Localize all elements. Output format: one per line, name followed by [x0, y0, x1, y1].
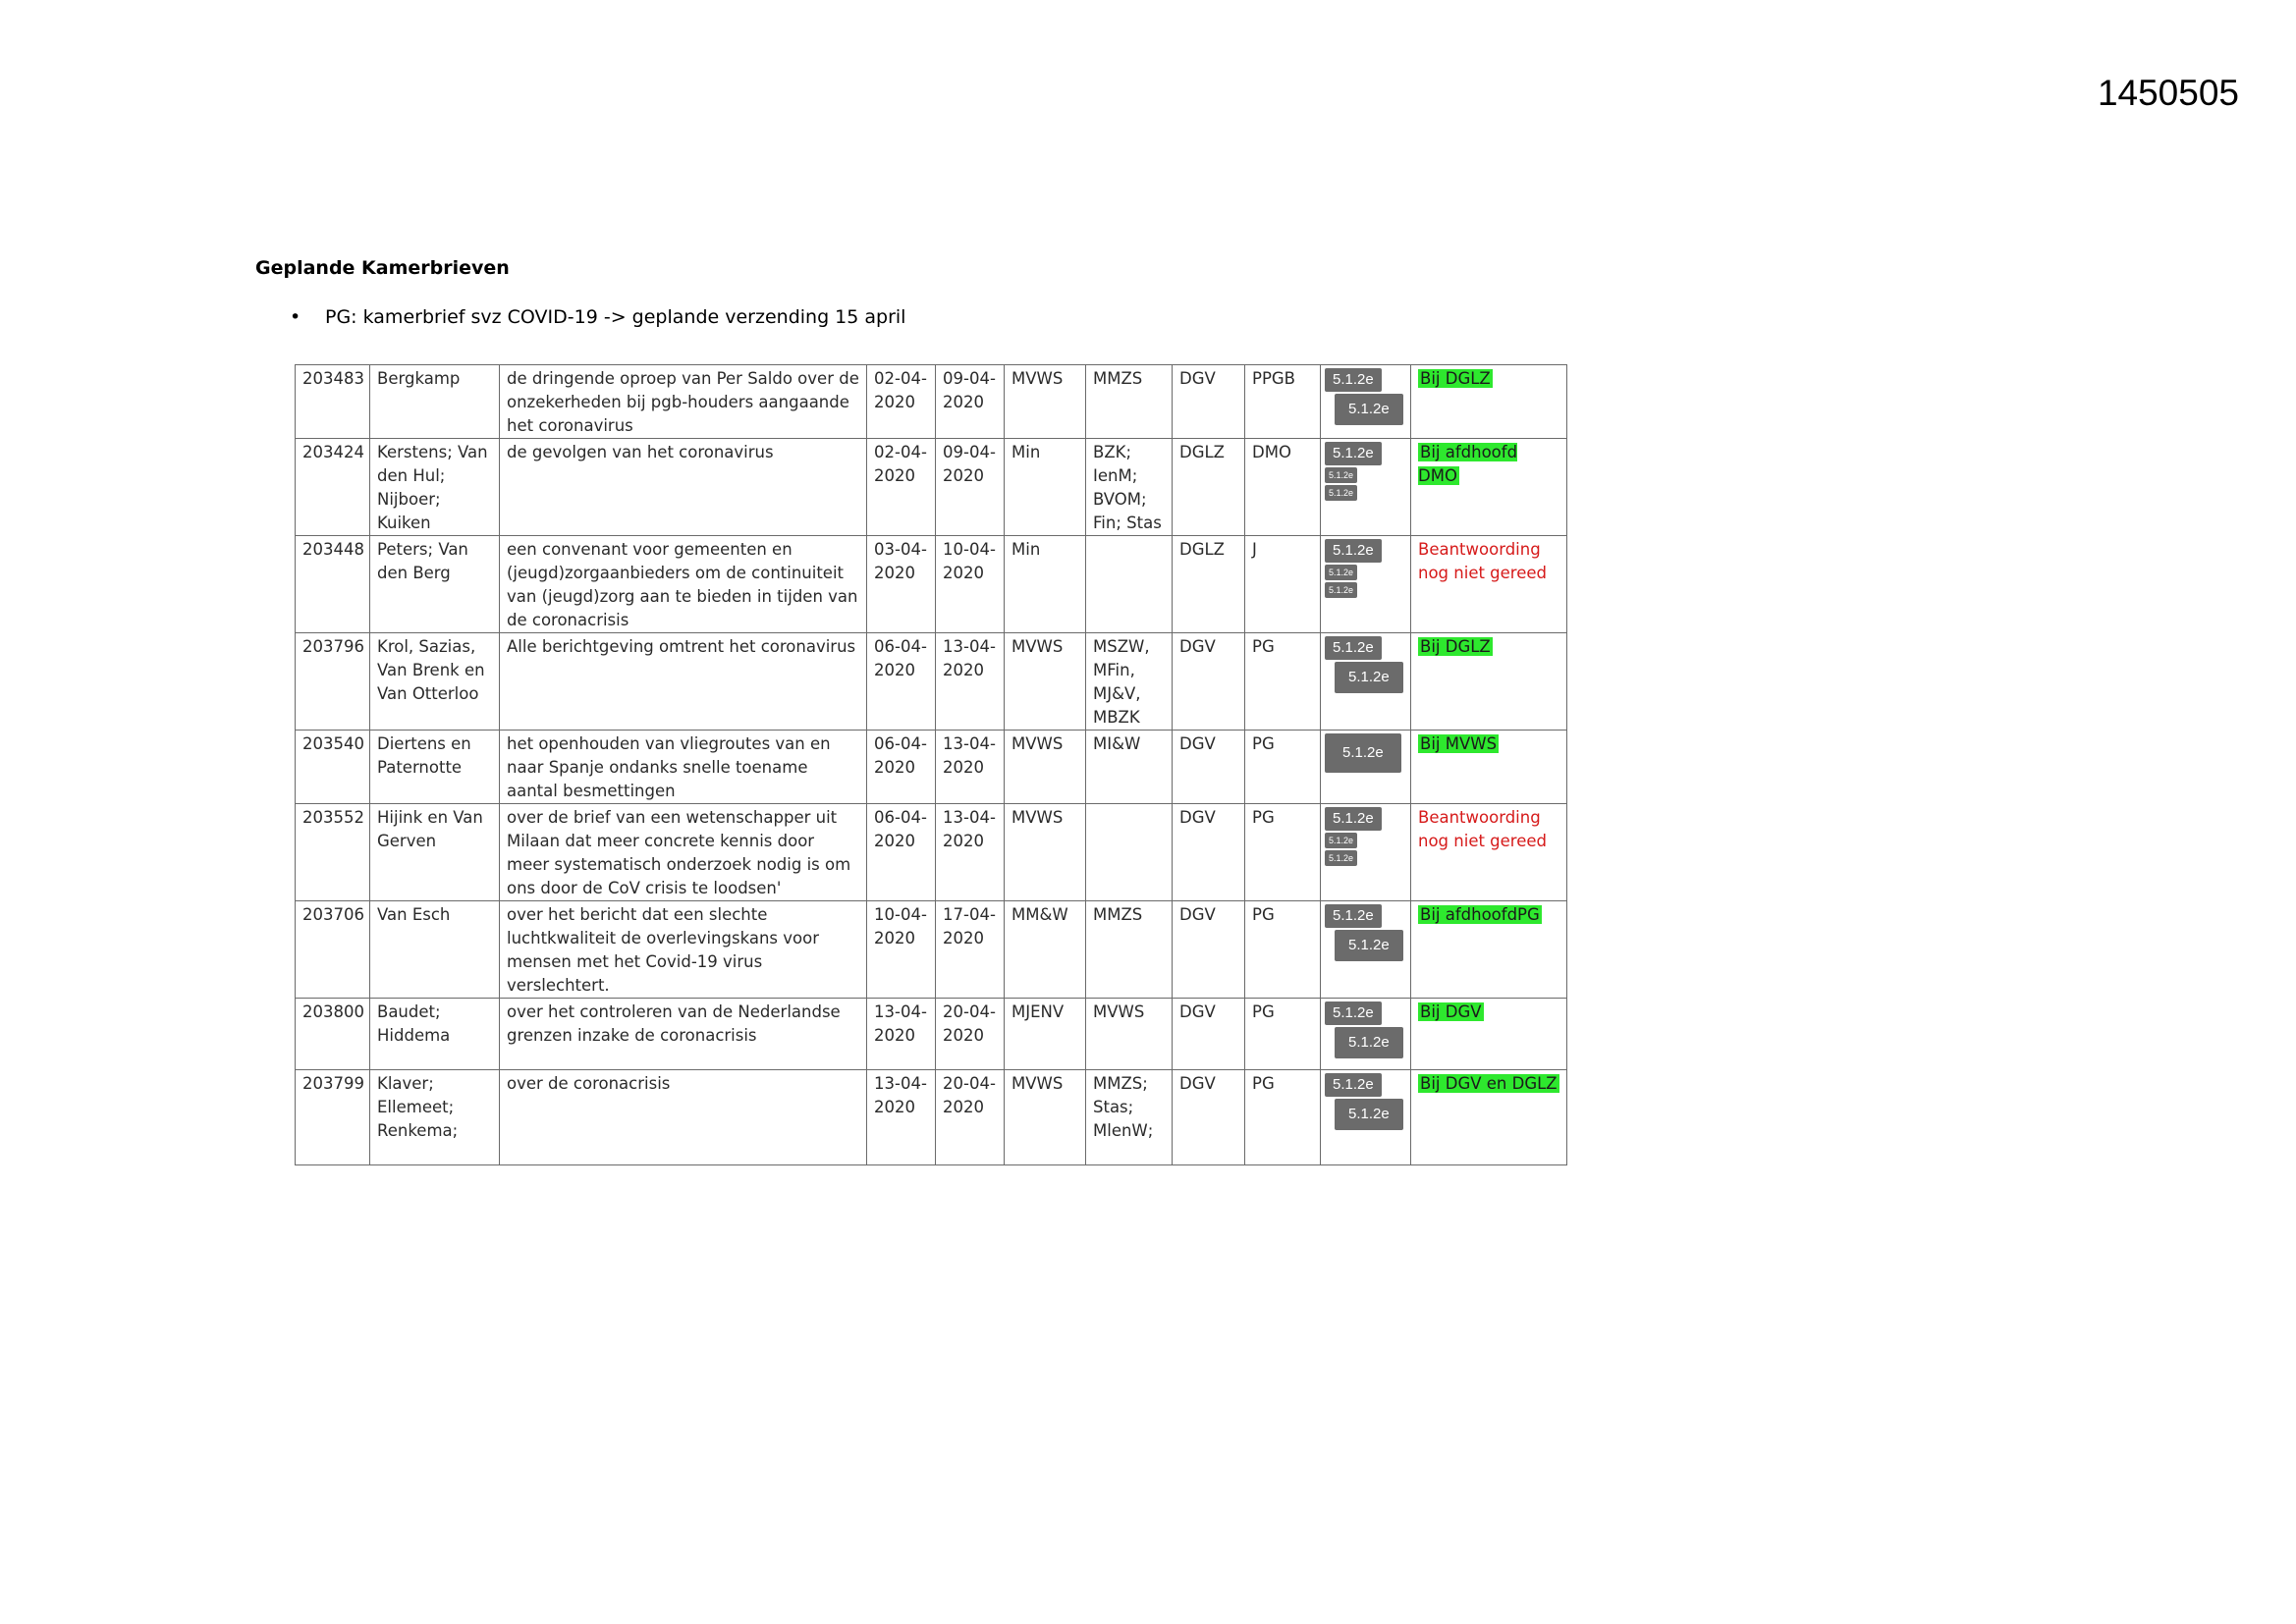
cell-dg: DGLZ — [1173, 536, 1245, 633]
status-highlight: Bij afdhoofdPG — [1420, 905, 1540, 924]
cell-ministerie: Min — [1005, 536, 1086, 633]
cell-status — [1411, 439, 1567, 536]
cell-naam: Krol, Sazias, Van Brenk en Van Otterloo — [370, 633, 500, 731]
cell-nr: 203800 — [296, 999, 370, 1070]
status-highlight: Bij MVWS — [1420, 734, 1498, 753]
status-pending: Beantwoording nog niet gereed — [1418, 540, 1548, 582]
redaction-mark: 5.1.2e — [1325, 565, 1357, 580]
table-row — [296, 731, 1567, 804]
status-highlight: Bij DGLZ — [1420, 369, 1491, 388]
table-row — [296, 536, 1567, 633]
status-highlight: Bij DGV — [1420, 1002, 1482, 1021]
table-row — [296, 1070, 1567, 1165]
cell-onderwerp: het openhouden van vliegroutes van en naar Spanje ondanks snelle toename aantal besmettingen — [500, 731, 867, 804]
cell-dg: DGV — [1173, 365, 1245, 439]
redaction-mark: 5.1.2e — [1325, 539, 1382, 563]
cell-directie: PG — [1245, 633, 1321, 731]
cell-datum-uit: 13-04-2020 — [936, 731, 1005, 804]
cell-datum-uit: 20-04-2020 — [936, 999, 1005, 1070]
cell-datum-uit: 17-04-2020 — [936, 901, 1005, 999]
cell-datum-in: 02-04-2020 — [867, 365, 936, 439]
cell-datum-uit: 13-04-2020 — [936, 633, 1005, 731]
cell-datum-in: 06-04-2020 — [867, 633, 936, 731]
cell-nr: 203552 — [296, 804, 370, 901]
table-row — [296, 901, 1567, 999]
cell-redacted — [1321, 999, 1411, 1070]
cell-medeondertekenaar: MI&W — [1086, 731, 1173, 804]
cell-ministerie: MVWS — [1005, 365, 1086, 439]
cell-status — [1411, 536, 1567, 633]
cell-status — [1411, 804, 1567, 901]
cell-medeondertekenaar — [1086, 804, 1173, 901]
cell-directie: J — [1245, 536, 1321, 633]
cell-medeondertekenaar: MMZS — [1086, 901, 1173, 999]
cell-naam: Hijink en Van Gerven — [370, 804, 500, 901]
cell-ministerie: MJENV — [1005, 999, 1086, 1070]
cell-dg: DGV — [1173, 804, 1245, 901]
cell-nr: 203424 — [296, 439, 370, 536]
cell-datum-in: 06-04-2020 — [867, 804, 936, 901]
cell-redacted — [1321, 901, 1411, 999]
status-highlight: Bij DGV en DGLZ — [1420, 1074, 1558, 1093]
table-row — [296, 804, 1567, 901]
status-highlight: Bij afdhoofd DMO — [1418, 443, 1518, 485]
cell-naam: Baudet; Hiddema — [370, 999, 500, 1070]
cell-datum-in: 02-04-2020 — [867, 439, 936, 536]
cell-redacted — [1321, 536, 1411, 633]
table-row — [296, 365, 1567, 439]
cell-dg: DGV — [1173, 633, 1245, 731]
cell-ministerie: MVWS — [1005, 731, 1086, 804]
cell-nr: 203540 — [296, 731, 370, 804]
cell-dg: DGV — [1173, 901, 1245, 999]
redaction-mark: 5.1.2e — [1335, 930, 1403, 961]
redaction-mark: 5.1.2e — [1325, 467, 1357, 483]
redaction-mark: 5.1.2e — [1325, 850, 1357, 866]
cell-redacted — [1321, 633, 1411, 731]
cell-status — [1411, 731, 1567, 804]
cell-datum-uit: 09-04-2020 — [936, 365, 1005, 439]
cell-status — [1411, 999, 1567, 1070]
cell-directie: PG — [1245, 804, 1321, 901]
table-row — [296, 633, 1567, 731]
redaction-mark: 5.1.2e — [1325, 582, 1357, 598]
cell-onderwerp: over de coronacrisis — [500, 1070, 867, 1165]
cell-dg: DGV — [1173, 731, 1245, 804]
cell-nr: 203483 — [296, 365, 370, 439]
cell-medeondertekenaar: MMZS; Stas; MlenW; — [1086, 1070, 1173, 1165]
cell-medeondertekenaar: MVWS — [1086, 999, 1173, 1070]
cell-status — [1411, 901, 1567, 999]
cell-redacted — [1321, 365, 1411, 439]
cell-datum-in: 13-04-2020 — [867, 1070, 936, 1165]
kamerbrieven-table — [295, 364, 1567, 1165]
cell-status — [1411, 365, 1567, 439]
cell-redacted — [1321, 804, 1411, 901]
redaction-mark: 5.1.2e — [1335, 1099, 1403, 1130]
redaction-mark: 5.1.2e — [1325, 636, 1382, 660]
cell-datum-uit: 09-04-2020 — [936, 439, 1005, 536]
cell-onderwerp: over de brief van een wetenschapper uit Milaan dat meer concrete kennis door meer systematisch onderzoek nodig is om ons door de CoV crisis te loodsen' — [500, 804, 867, 901]
cell-medeondertekenaar: BZK; IenM; BVOM; Fin; Stas — [1086, 439, 1173, 536]
cell-ministerie: MVWS — [1005, 804, 1086, 901]
cell-redacted — [1321, 439, 1411, 536]
cell-redacted — [1321, 1070, 1411, 1165]
cell-dg: DGV — [1173, 1070, 1245, 1165]
cell-ministerie: MVWS — [1005, 1070, 1086, 1165]
cell-datum-uit: 10-04-2020 — [936, 536, 1005, 633]
cell-medeondertekenaar: MSZW, MFin, MJ&V, MBZK — [1086, 633, 1173, 731]
cell-nr: 203796 — [296, 633, 370, 731]
cell-datum-in: 10-04-2020 — [867, 901, 936, 999]
cell-status — [1411, 633, 1567, 731]
cell-dg: DGLZ — [1173, 439, 1245, 536]
cell-onderwerp: de gevolgen van het coronavirus — [500, 439, 867, 536]
cell-directie: PG — [1245, 901, 1321, 999]
cell-ministerie: Min — [1005, 439, 1086, 536]
document-id: 1450505 — [2097, 73, 2239, 113]
cell-naam: Kerstens; Van den Hul; Nijboer; Kuiken — [370, 439, 500, 536]
table-row — [296, 999, 1567, 1070]
redaction-mark: 5.1.2e — [1325, 733, 1401, 773]
redaction-mark: 5.1.2e — [1325, 485, 1357, 501]
cell-onderwerp: over het bericht dat een slechte luchtkwaliteit de overlevingskans voor mensen met het Covid-19 virus verslechtert. — [500, 901, 867, 999]
cell-ministerie: MM&W — [1005, 901, 1086, 999]
cell-nr: 203706 — [296, 901, 370, 999]
cell-onderwerp: een convenant voor gemeenten en (jeugd)zorgaanbieders om de continuiteit van (jeugd)zorg aan te bieden in tijden van de coronacrisis — [500, 536, 867, 633]
redaction-mark: 5.1.2e — [1325, 442, 1382, 465]
cell-naam: Peters; Van den Berg — [370, 536, 500, 633]
cell-onderwerp: de dringende oproep van Per Saldo over de onzekerheden bij pgb-houders aangaande het coronavirus — [500, 365, 867, 439]
redaction-mark: 5.1.2e — [1335, 394, 1403, 425]
redaction-mark: 5.1.2e — [1325, 904, 1382, 928]
cell-directie: PG — [1245, 1070, 1321, 1165]
cell-directie: DMO — [1245, 439, 1321, 536]
redaction-mark: 5.1.2e — [1335, 662, 1403, 693]
status-highlight: Bij DGLZ — [1420, 637, 1491, 656]
cell-nr: 203448 — [296, 536, 370, 633]
cell-onderwerp: Alle berichtgeving omtrent het coronavirus — [500, 633, 867, 731]
bullet-item — [290, 306, 905, 328]
cell-dg: DGV — [1173, 999, 1245, 1070]
redaction-mark: 5.1.2e — [1325, 1073, 1382, 1097]
cell-datum-in: 03-04-2020 — [867, 536, 936, 633]
cell-naam: Diertens en Paternotte — [370, 731, 500, 804]
page-heading: Geplande Kamerbrieven — [255, 257, 510, 279]
cell-directie: PPGB — [1245, 365, 1321, 439]
cell-redacted — [1321, 731, 1411, 804]
table-row — [296, 439, 1567, 536]
redaction-mark: 5.1.2e — [1325, 1001, 1382, 1025]
redaction-mark: 5.1.2e — [1325, 368, 1382, 392]
redaction-mark: 5.1.2e — [1325, 833, 1357, 848]
bullet-text: PG: kamerbrief svz COVID-19 -> geplande verzending 15 april — [325, 306, 906, 328]
status-pending: Beantwoording nog niet gereed — [1418, 808, 1548, 850]
cell-directie: PG — [1245, 999, 1321, 1070]
cell-nr: 203799 — [296, 1070, 370, 1165]
cell-directie: PG — [1245, 731, 1321, 804]
bullet-icon: • — [290, 306, 301, 328]
cell-onderwerp: over het controleren van de Nederlandse grenzen inzake de coronacrisis — [500, 999, 867, 1070]
redaction-mark: 5.1.2e — [1335, 1027, 1403, 1058]
cell-naam: Van Esch — [370, 901, 500, 999]
cell-datum-in: 13-04-2020 — [867, 999, 936, 1070]
cell-status — [1411, 1070, 1567, 1165]
redaction-mark: 5.1.2e — [1325, 807, 1382, 831]
cell-datum-uit: 13-04-2020 — [936, 804, 1005, 901]
cell-datum-in: 06-04-2020 — [867, 731, 936, 804]
cell-datum-uit: 20-04-2020 — [936, 1070, 1005, 1165]
cell-ministerie: MVWS — [1005, 633, 1086, 731]
cell-naam: Klaver; Ellemeet; Renkema; — [370, 1070, 500, 1165]
cell-medeondertekenaar: MMZS — [1086, 365, 1173, 439]
cell-naam: Bergkamp — [370, 365, 500, 439]
cell-medeondertekenaar — [1086, 536, 1173, 633]
